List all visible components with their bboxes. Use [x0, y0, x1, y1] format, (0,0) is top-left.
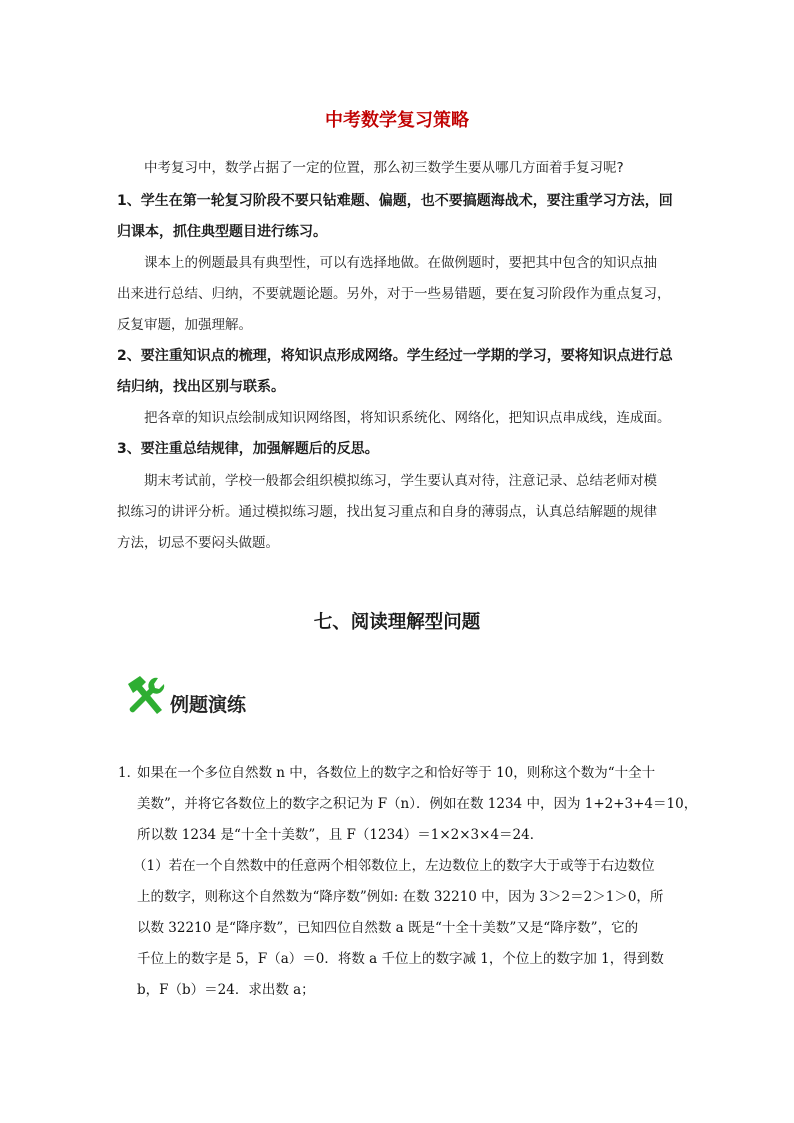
- point-2-heading-line-1: 2、要注重知识点的梳理，将知识点形成网络。学生经过一学期的学习，要将知识点进行总: [117, 348, 673, 364]
- question-stem: [137, 758, 698, 851]
- part-1-line-1: （1）若在一个自然数中的任意两个相邻数位上，左边数位上的数字大于或等于右边数位: [133, 858, 655, 874]
- point-2-body-line-1: 把各章的知识点绘制成知识网络图，将知识系统化、网络化，把知识点串成线，连成面。: [144, 410, 671, 426]
- section-title: 七、阅读理解型问题: [313, 612, 481, 633]
- tools-icon: [122, 672, 170, 720]
- point-2-heading-line-2: 结归纳，找出区别与联系。: [117, 379, 285, 395]
- point-1-body-line-2: 出来进行总结、归纳，不要就题论题。另外，对于一些易错题，要在复习阶段作为重点复习，: [117, 286, 671, 302]
- point-1-body: [117, 248, 683, 341]
- point-1-heading-line-1: 1、学生在第一轮复习阶段不要只钻难题、偏题，也不要搞题海战术，要注重学习方法，回: [117, 193, 673, 209]
- question-part-1: [133, 851, 685, 1006]
- point-1-heading: [117, 186, 683, 248]
- intro-paragraph: 中考复习中，数学占据了一定的位置，那么初三数学生要从哪几方面着手复习呢?: [144, 160, 624, 176]
- question-line-1: 如果在一个多位自然数 n 中，各数位上的数字之和恰好等于 10，则称这个数为“十全十: [137, 765, 656, 781]
- document-title: 中考数学复习策略: [325, 110, 469, 131]
- point-2-body: [117, 403, 683, 434]
- banner-label: 例题演练: [170, 694, 247, 716]
- example-banner: [122, 672, 322, 722]
- point-2-heading: [117, 341, 683, 403]
- point-1-body-line-1: 课本上的例题最具有典型性，可以有选择地做。在做例题时，要把其中包含的知识点抽: [144, 255, 657, 271]
- part-1-line-5: b，F（b）＝24．求出数 a；: [137, 982, 315, 998]
- question-line-2: 美数”，并将它各数位上的数字之积记为 F（n）．例如在数 1234 中，因为 1+2+3+4＝10，: [137, 796, 698, 812]
- part-1-line-3: 以数 32210 是“降序数”，已知四位自然数 a 既是“十全十美数”又是“降序数”，它的: [137, 920, 639, 936]
- point-3-body-line-1: 期末考试前，学校一般都会组织模拟练习，学生要认真对待，注意记录、总结老师对模: [144, 473, 657, 489]
- point-3-heading: [117, 434, 683, 465]
- point-3-body-line-3: 方法，切忌不要闷头做题。: [117, 535, 279, 551]
- question-number: 1．: [118, 765, 141, 781]
- point-3-heading-line-1: 3、要注重总结规律，加强解题后的反思。: [117, 441, 379, 457]
- point-3-body: [117, 466, 683, 559]
- question-line-3: 所以数 1234 是“十全十美数”，且 F（1234）＝1×2×3×4＝24．: [137, 827, 544, 843]
- part-1-line-4: 千位上的数字是 5，F（a）＝0．将数 a 千位上的数字减 1，个位上的数字加 1，得到数: [137, 951, 664, 967]
- point-3-body-line-2: 拟练习的讲评分析。通过模拟练习题，找出复习重点和自身的薄弱点，认真总结解题的规律: [117, 504, 657, 520]
- part-1-line-2: 上的数字，则称这个自然数为“降序数”例如: 在数 32210 中，因为 3＞2＝2＞1＞0，所: [137, 889, 664, 905]
- point-1-heading-line-2: 归课本，抓住典型题目进行练习。: [117, 224, 327, 240]
- point-1-body-line-3: 反复审题，加强理解。: [117, 317, 252, 333]
